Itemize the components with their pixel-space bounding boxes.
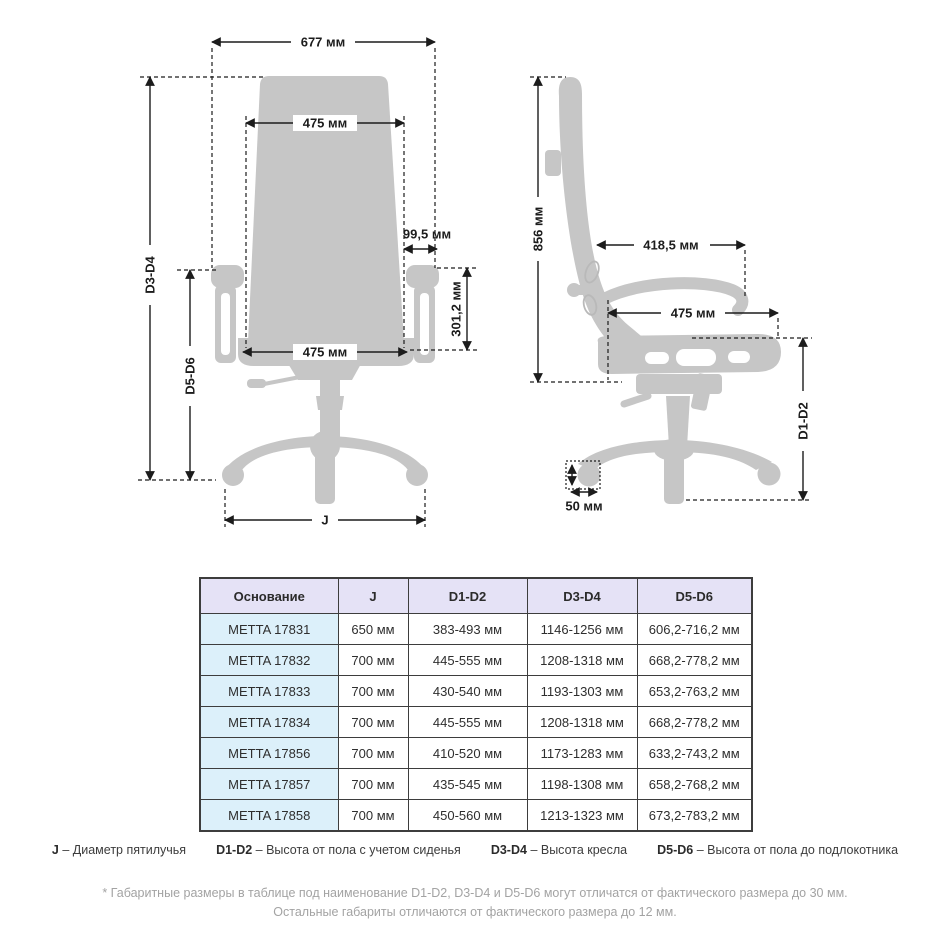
front-view: [138, 34, 477, 528]
footnote: [0, 884, 950, 922]
caster-side-right: [758, 463, 781, 486]
cell-d5d6: 668,2-778,2 мм: [637, 707, 752, 738]
cell-d5d6: 633,2-743,2 мм: [637, 738, 752, 769]
cell-model: METTA 17858: [200, 800, 338, 832]
legend-key: D3-D4: [490, 843, 527, 857]
chair-side-silhouette: [545, 77, 781, 504]
table-row: [200, 769, 752, 800]
cell-d1d2: 383-493 мм: [408, 614, 527, 645]
cell-j: 700 мм: [338, 676, 408, 707]
chair-front-silhouette: [211, 76, 439, 504]
cell-d1d2: 410-520 мм: [408, 738, 527, 769]
legend-item-j: [52, 843, 186, 857]
caster-side-left: [578, 464, 601, 487]
cell-model: METTA 17834: [200, 707, 338, 738]
cell-d3d4: 1146-1256 мм: [527, 614, 637, 645]
side-view: [530, 77, 812, 514]
legend-text: – Высота от пола с учетом сиденья: [255, 843, 461, 857]
cell-model: METTA 17832: [200, 645, 338, 676]
cell-d3d4: 1208-1318 мм: [527, 707, 637, 738]
column-header-base: Основание: [200, 578, 338, 614]
legend-text: – Высота от пола до подлокотника: [696, 843, 899, 857]
dim-back-height-label: 856 мм: [530, 206, 546, 252]
armrest-pad-left: [211, 265, 244, 288]
dim-overall-width-label: 677 мм: [300, 34, 346, 50]
cell-d5d6: 668,2-778,2 мм: [637, 645, 752, 676]
column-header-d1d2: D1-D2: [408, 578, 527, 614]
headrest-bracket: [545, 150, 561, 176]
footnote-line-1: * Габаритные размеры в таблице под наименование D1-D2, D3-D4 и D5-D6 могут отличатся от фактического размера до 30 мм.: [102, 886, 848, 900]
legend-item-d1d2: [216, 843, 461, 857]
cell-d1d2: 435-545 мм: [408, 769, 527, 800]
cell-model: METTA 17857: [200, 769, 338, 800]
cell-j: 700 мм: [338, 769, 408, 800]
caster-left: [222, 464, 244, 486]
legend-text: – Диаметр пятилучья: [62, 843, 187, 857]
cell-d1d2: 445-555 мм: [408, 707, 527, 738]
table-row: [200, 738, 752, 769]
column-header-d5d6: D5-D6: [637, 578, 752, 614]
armrest-pad-right: [406, 265, 439, 288]
legend-key: D5-D6: [657, 843, 694, 857]
caster-right: [406, 464, 428, 486]
cell-model: METTA 17831: [200, 614, 338, 645]
cell-j: 700 мм: [338, 645, 408, 676]
dim-d1d2-label: D1-D2: [795, 402, 811, 440]
dim-seat-depth-outer-label: 475 мм: [670, 305, 716, 321]
cell-model: METTA 17856: [200, 738, 338, 769]
legend-key: D1-D2: [216, 843, 253, 857]
legend-item-d5d6: [657, 843, 898, 857]
table-row: [200, 707, 752, 738]
dim-backrest-width-label: 475 мм: [302, 115, 348, 131]
cell-j: 700 мм: [338, 800, 408, 832]
table-row: [200, 800, 752, 832]
table-row: [200, 645, 752, 676]
cell-d1d2: 450-560 мм: [408, 800, 527, 832]
cell-d5d6: 606,2-716,2 мм: [637, 614, 752, 645]
cell-d1d2: 445-555 мм: [408, 645, 527, 676]
cell-j: 650 мм: [338, 614, 408, 645]
cell-d3d4: 1198-1308 мм: [527, 769, 637, 800]
cell-j: 700 мм: [338, 707, 408, 738]
table-row: [200, 614, 752, 645]
cell-d3d4: 1193-1303 мм: [527, 676, 637, 707]
table-header-row: [200, 578, 752, 614]
legend-key: J: [51, 843, 59, 857]
dim-armrest-height-label: 301,2 мм: [448, 281, 464, 337]
cell-d5d6: 673,2-783,2 мм: [637, 800, 752, 832]
cell-d3d4: 1173-1283 мм: [527, 738, 637, 769]
cell-d5d6: 658,2-768,2 мм: [637, 769, 752, 800]
footnote-line-2: Остальные габариты отличаются от фактического размера до 12 мм.: [273, 905, 677, 919]
legend-text: – Высота кресла: [530, 843, 628, 857]
legend: [0, 843, 950, 857]
cell-d3d4: 1208-1318 мм: [527, 645, 637, 676]
dimensions-table: [199, 577, 753, 832]
cell-d5d6: 653,2-763,2 мм: [637, 676, 752, 707]
cell-d1d2: 430-540 мм: [408, 676, 527, 707]
table-row: [200, 676, 752, 707]
dim-seat-depth-inner-label: 418,5 мм: [643, 237, 699, 253]
cell-d3d4: 1213-1323 мм: [527, 800, 637, 832]
dim-d3d4-label: D3-D4: [142, 256, 158, 294]
dim-base-diameter-label: J: [321, 512, 329, 528]
dim-seat-width-label: 475 мм: [302, 344, 348, 360]
dim-d5d6-label: D5-D6: [182, 357, 198, 395]
column-header-j: J: [338, 578, 408, 614]
cell-model: METTA 17833: [200, 676, 338, 707]
adjustment-knob: [567, 283, 581, 297]
dim-backrest-offset-label: 99,5 мм: [402, 226, 452, 242]
column-header-d3d4: D3-D4: [527, 578, 637, 614]
legend-item-d3d4: [491, 843, 627, 857]
cell-j: 700 мм: [338, 738, 408, 769]
dim-caster-size-label: 50 мм: [565, 498, 603, 514]
